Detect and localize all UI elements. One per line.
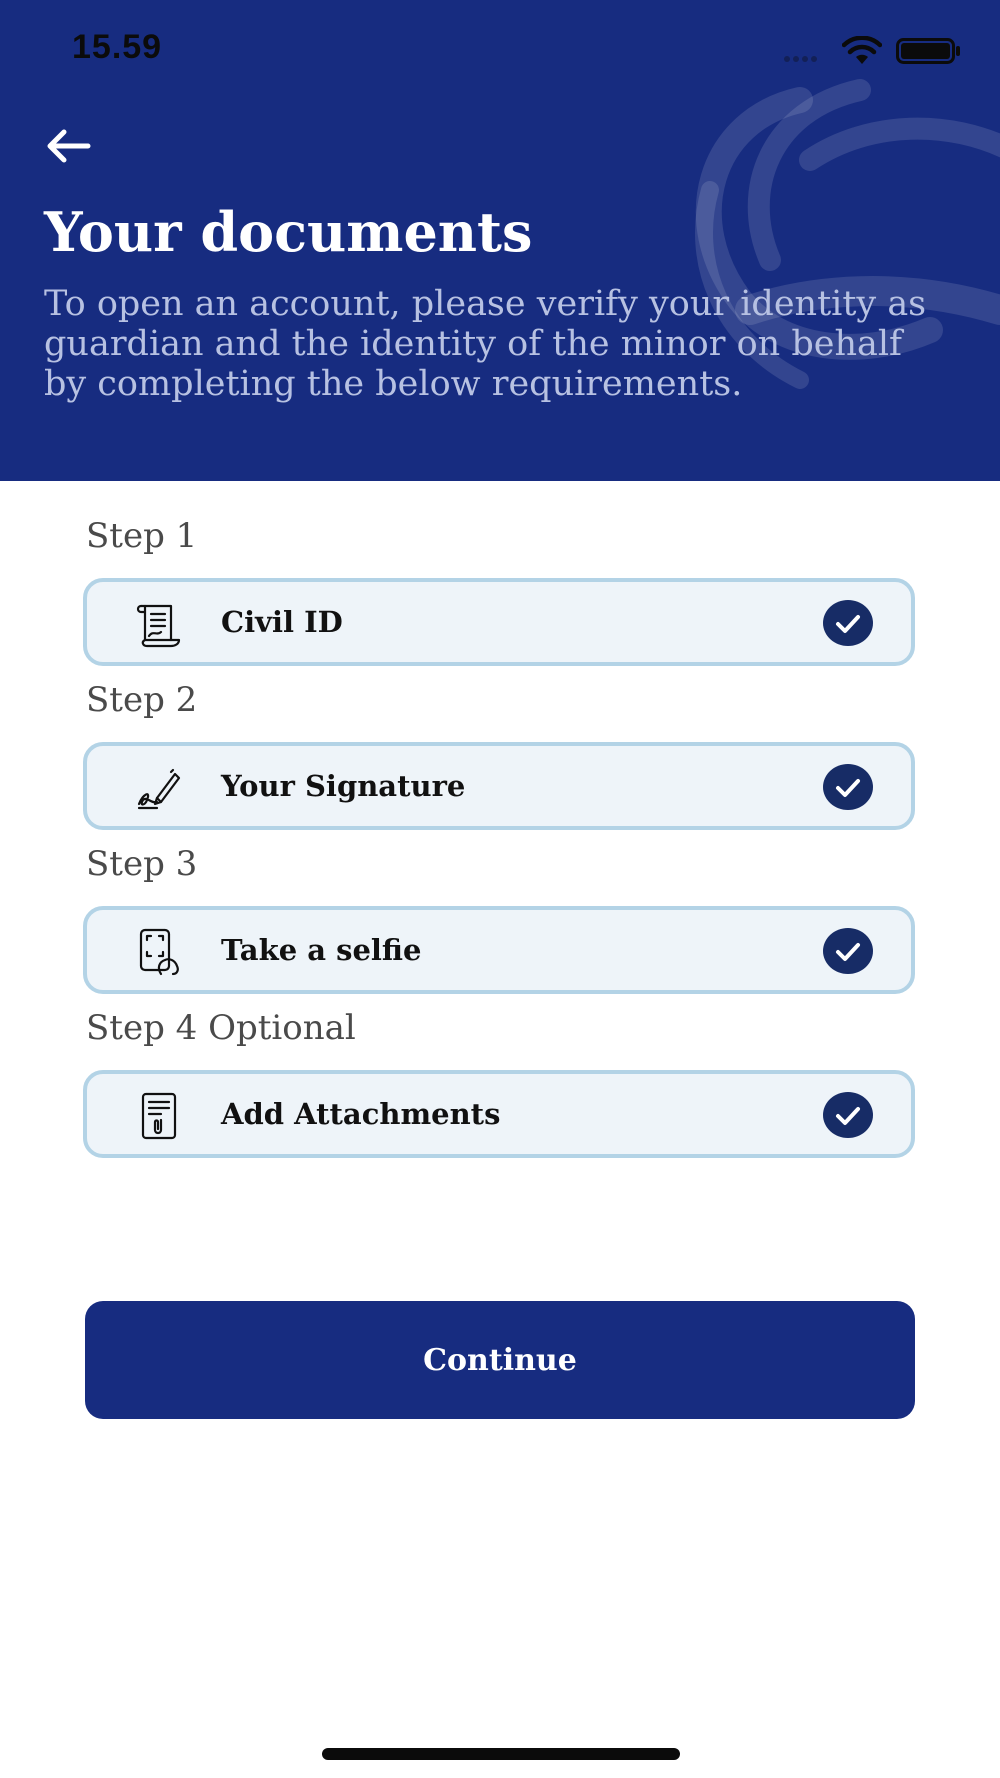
status-time: 15.59 bbox=[72, 28, 163, 66]
step-card-title: Add Attachments bbox=[221, 1097, 501, 1131]
step-card-title: Take a selfie bbox=[221, 933, 422, 967]
step-card-selfie[interactable] bbox=[83, 906, 915, 994]
home-indicator bbox=[322, 1748, 680, 1760]
page-subtitle: To open an account, please verify your identity as guardian and the identity of the minor on behalf by completing the below requirements. bbox=[44, 284, 927, 404]
step-card-title: Your Signature bbox=[221, 769, 466, 803]
step-3-label: Step 3 bbox=[86, 844, 198, 884]
selfie-phone-icon bbox=[135, 928, 183, 976]
arrow-left-icon bbox=[44, 128, 92, 164]
attachment-document-icon bbox=[135, 1092, 183, 1140]
back-button[interactable] bbox=[40, 118, 96, 174]
wifi-icon bbox=[842, 36, 882, 66]
cellular-signal-icon bbox=[783, 55, 819, 63]
step-4-label: Step 4 Optional bbox=[86, 1008, 356, 1048]
step-card-civil-id[interactable] bbox=[83, 578, 915, 666]
step-2-label: Step 2 bbox=[86, 680, 198, 720]
check-icon bbox=[823, 600, 873, 646]
step-card-signature[interactable] bbox=[83, 742, 915, 830]
step-card-title: Civil ID bbox=[221, 605, 343, 639]
check-icon bbox=[823, 764, 873, 810]
step-card-attachments[interactable] bbox=[83, 1070, 915, 1158]
document-scroll-icon bbox=[135, 600, 183, 648]
header bbox=[0, 0, 1000, 481]
signature-pen-icon bbox=[135, 764, 183, 812]
page-title: Your documents bbox=[44, 200, 533, 264]
check-icon bbox=[823, 928, 873, 974]
check-icon bbox=[823, 1092, 873, 1138]
step-1-label: Step 1 bbox=[86, 516, 198, 556]
battery-icon bbox=[896, 38, 962, 64]
continue-button[interactable]: Continue bbox=[85, 1301, 915, 1419]
